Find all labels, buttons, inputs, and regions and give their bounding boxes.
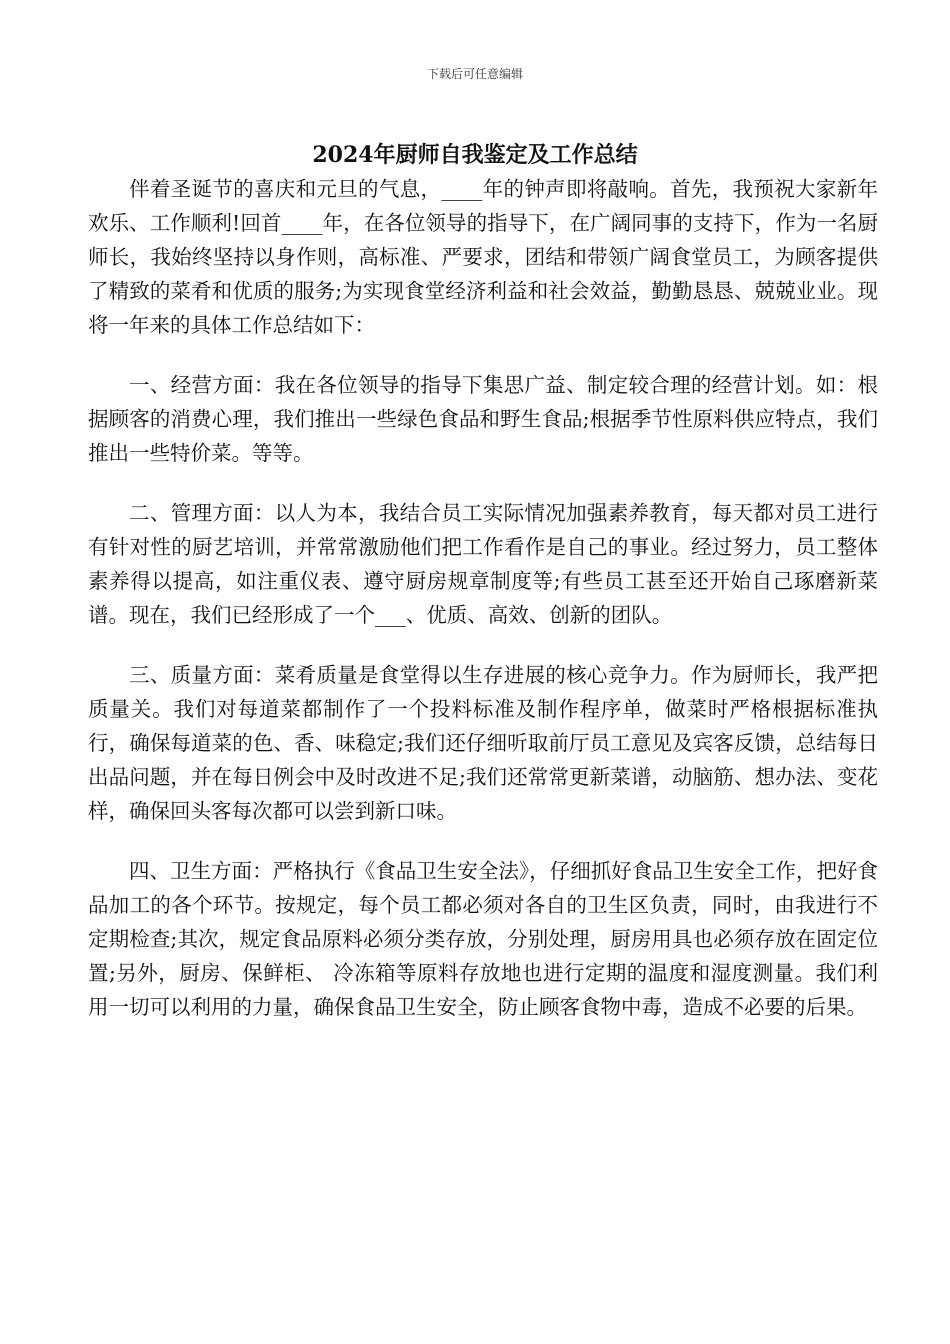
document-body	[88, 172, 878, 1050]
paragraph-management: 二、管理方面：以人为本，我结合员工实际情况加强素养教育，每天都对员工进行有针对性的厨艺培训，并常常激励他们把工作看作是自己的事业。经过努力，员工整体素养得以提高，如注重仪表、遵守厨房规章制度等;有些员工甚至还开始自己琢磨新菜谱。现在，我们已经形成了一个___、优质、高效、创新的团队。	[88, 501, 878, 627]
document-title: 2024年厨师自我鉴定及工作总结	[312, 142, 638, 168]
header-note: 下载后可任意编辑	[426, 67, 523, 81]
paragraph-intro: 伴着圣诞节的喜庆和元旦的气息，____年的钟声即将敲响。首先，我预祝大家新年欢乐、工作顺利!回首____年，在各位领导的指导下，在广阔同事的支持下，作为一名厨师长，我始终坚持以身作则，高标准、严要求，团结和带领广阔食堂员工，为顾客提供了精致的菜肴和优质的服务;为实现食堂经济利益和社会效益，勤勤恳恳、兢兢业业。现将一年来的具体工作总结如下：	[88, 177, 878, 337]
paragraph-operations: 一、经营方面：我在各位领导的指导下集思广益、制定较合理的经营计划。如：根据顾客的消费心理，我们推出一些绿色食品和野生食品;根据季节性原料供应特点，我们推出一些特价菜。等等。	[88, 373, 878, 465]
paragraph-quality: 三、质量方面：菜肴质量是食堂得以生存进展的核心竞争力。作为厨师长，我严把质量关。我们对每道菜都制作了一个投料标准及制作程序单，做菜时严格根据标准执行，确保每道菜的色、香、味稳定;我们还仔细听取前厅员工意见及宾客反馈，总结每日出品问题，并在每日例会中及时改进不足;我们还常常更新菜谱，动脑筋、想办法、变花样，确保回头客每次都可以尝到新口味。	[88, 663, 878, 823]
paragraph-hygiene: 四、卫生方面：严格执行《食品卫生安全法》，仔细抓好食品卫生安全工作，把好食品加工的各个环节。按规定，每个员工都必须对各自的卫生区负责，同时，由我进行不定期检查;其次，规定食品原料必须分类存放，分别处理，厨房用具也必须存放在固定位置;另外，厨房、保鲜柜、 冷冻箱等原料存放地也进行定期的温度和湿度测量。我们利用一切可以利用的力量，确保食品卫生安全，防止顾客食物中毒，造成不必要的后果。	[88, 859, 878, 1019]
